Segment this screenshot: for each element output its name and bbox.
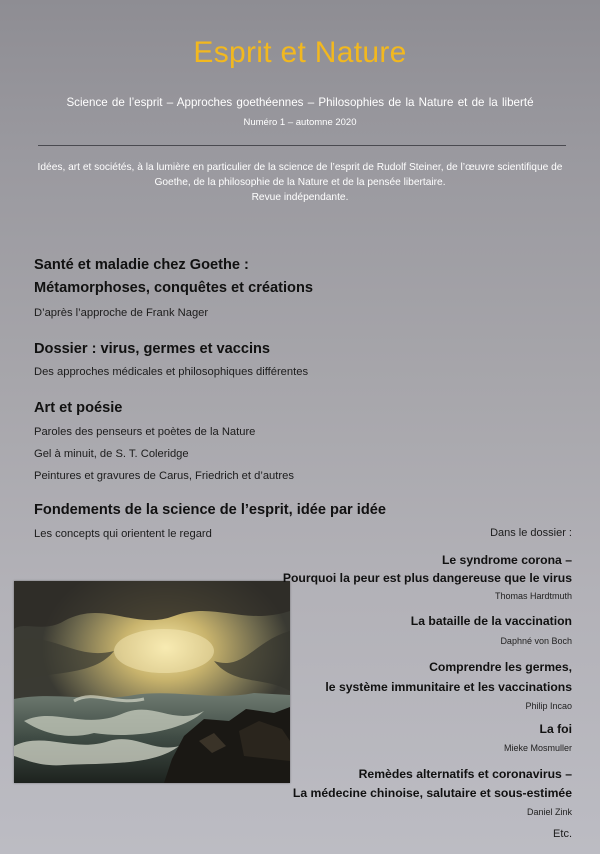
magazine-title: Esprit et Nature <box>193 36 407 69</box>
article-author: Thomas Hardtmuth <box>494 591 572 601</box>
issue-number: Numéro 1 – automne 2020 <box>243 117 357 128</box>
article-title: Comprendre les germes, <box>429 660 572 674</box>
section-heading: Dossier : virus, germes et vaccins <box>34 341 271 357</box>
intro-text <box>30 160 570 205</box>
article-author: Daniel Zink <box>526 807 572 817</box>
magazine-subtitle: Science de l’esprit – Approches goethéennes – Philosophies de la Nature et de la liberté <box>66 96 534 109</box>
section-heading: Métamorphoses, conquêtes et créations <box>34 280 313 296</box>
section-heading: Santé et maladie chez Goethe : <box>34 257 249 273</box>
seascape-painting <box>14 581 290 783</box>
etc-text: Etc. <box>553 828 572 840</box>
section-line: D’après l’approche de Frank Nager <box>34 307 209 319</box>
section-line: Peintures et gravures de Carus, Friedrich et d’autres <box>34 470 294 482</box>
intro-line: Goethe, de la philosophie de la Nature et de la pensée libertaire. <box>154 177 446 188</box>
article-title: Pourquoi la peur est plus dangereuse que le virus <box>282 571 572 585</box>
intro-line: Revue indépendante. <box>251 192 349 203</box>
article-author: Philip Incao <box>525 701 572 711</box>
intro-line: Idées, art et sociétés, à la lumière en particulier de la science de l’esprit de Rudolf Steiner, de l’œuvre scientifique de <box>37 162 563 173</box>
section-heading: Fondements de la science de l’esprit, idée par idée <box>34 502 386 518</box>
article-author: Daphné von Boch <box>500 636 572 646</box>
article-title: le système immunitaire et les vaccinations <box>325 680 572 694</box>
article-title: La foi <box>539 722 572 736</box>
article-title: La médecine chinoise, salutaire et sous-estimée <box>292 786 572 800</box>
section-heading: Art et poésie <box>34 400 123 416</box>
article-title: Le syndrome corona – <box>441 553 572 567</box>
dossier-label: Dans le dossier : <box>490 527 572 539</box>
section-line: Des approches médicales et philosophiques différentes <box>34 366 309 378</box>
section-line: Les concepts qui orientent le regard <box>34 528 212 540</box>
section-line: Gel à minuit, de S. T. Coleridge <box>34 448 189 460</box>
section-line: Paroles des penseurs et poètes de la Nature <box>34 426 256 438</box>
header-divider <box>38 145 566 146</box>
article-title: La bataille de la vaccination <box>410 614 572 628</box>
article-title: Remèdes alternatifs et coronavirus – <box>358 767 572 781</box>
article-author: Mieke Mosmuller <box>503 743 572 753</box>
